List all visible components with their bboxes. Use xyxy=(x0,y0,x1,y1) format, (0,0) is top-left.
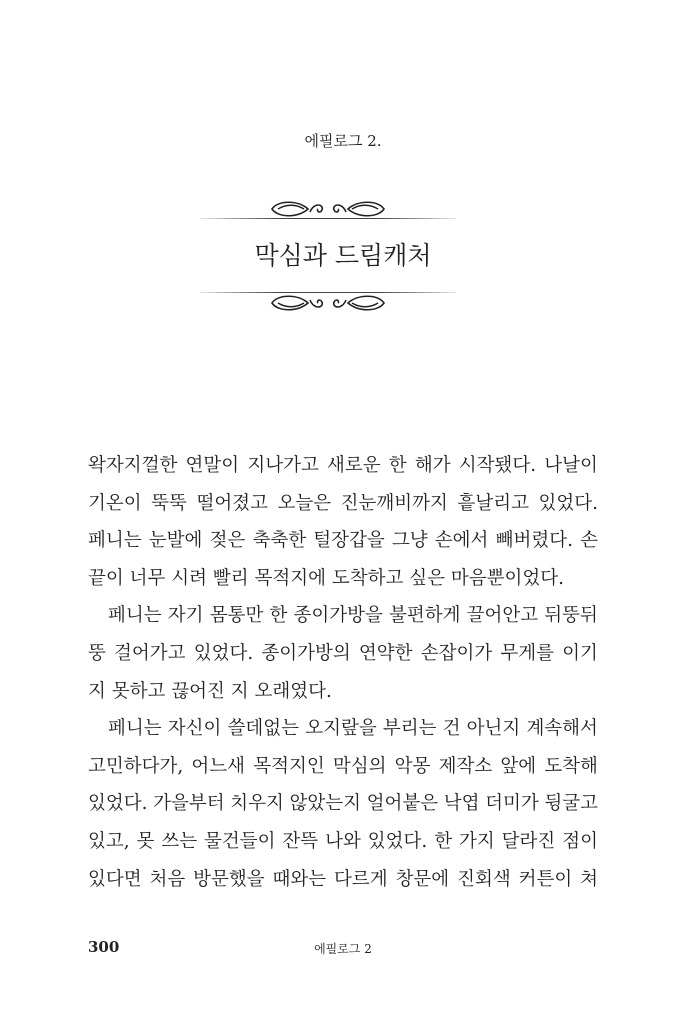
word: 축축한 xyxy=(252,530,307,552)
flourish-ornament-icon xyxy=(268,292,388,314)
text-line xyxy=(88,790,598,828)
word: 새로운 xyxy=(326,455,381,476)
word: 막심의 xyxy=(332,755,387,777)
word: 나와 xyxy=(325,830,361,852)
text-line: 지 못하고 끊어진 지 오래였다. xyxy=(88,680,332,702)
top-divider xyxy=(200,218,456,219)
text-line xyxy=(88,527,598,565)
word: 연말이 xyxy=(185,455,240,476)
text-line xyxy=(88,490,598,528)
word: 한 xyxy=(388,455,407,476)
word: 창문에 xyxy=(395,868,450,890)
word: 더미가 xyxy=(485,793,539,815)
word: 오늘은 xyxy=(277,492,332,514)
word: 페니는 xyxy=(88,530,142,552)
word: 때와는 xyxy=(272,868,327,890)
text-line xyxy=(88,828,598,866)
word: 종이가방의 xyxy=(261,642,351,664)
word: 기온이 xyxy=(88,492,142,514)
word: 진눈깨비까지 xyxy=(340,492,448,514)
word: 쳐 xyxy=(580,868,598,890)
text-line xyxy=(88,866,598,904)
word: 방문했을 xyxy=(193,868,265,890)
word: 제작소 xyxy=(438,755,493,777)
chapter-label: 에필로그 2. xyxy=(304,132,382,150)
word: 나날이 xyxy=(544,455,598,476)
word: 털장갑을 xyxy=(313,530,385,552)
word: 떨어졌고 xyxy=(196,492,268,514)
word: 쓸데없는 xyxy=(227,718,300,740)
word: 못 xyxy=(136,830,155,852)
word: 앞에 xyxy=(500,755,537,777)
word: 물건들이 xyxy=(204,830,276,852)
word: 눈발에 xyxy=(148,530,203,552)
word: 페니는 xyxy=(108,605,162,627)
word: 악몽 xyxy=(394,755,431,777)
word: 걸어가고 xyxy=(114,642,186,664)
word: 가지 xyxy=(458,830,495,852)
word: 이기 xyxy=(562,642,598,664)
word: 연약한 xyxy=(358,642,413,664)
word: 왁자지껄한 xyxy=(88,455,178,476)
word: 뚱 xyxy=(88,642,106,664)
flourish-ornament-icon xyxy=(268,198,388,220)
text-line xyxy=(88,602,598,640)
word: 건 xyxy=(442,718,461,740)
word: 도착해 xyxy=(544,755,598,777)
word: 쓰는 xyxy=(161,830,198,852)
word: 있었다. xyxy=(193,642,254,664)
text-line xyxy=(88,753,598,791)
text-line xyxy=(88,640,598,678)
word: 한 xyxy=(434,830,453,852)
word: 한 xyxy=(269,605,288,627)
running-head: 에필로그 2 xyxy=(314,942,372,956)
word: 있고, xyxy=(88,830,130,852)
word: 고민하다가, xyxy=(88,755,184,777)
word: 진회색 xyxy=(457,868,511,890)
word: 시작됐다. xyxy=(458,455,537,476)
word: 흩날리고 xyxy=(457,492,529,514)
word: 젖은 xyxy=(209,530,246,552)
word: 뒹굴고 xyxy=(544,793,598,815)
word: 커튼이 xyxy=(518,868,573,890)
word: 지나가고 xyxy=(247,455,319,476)
text-line xyxy=(88,715,598,753)
word: 종이가방을 xyxy=(293,605,383,627)
word: 있었다. xyxy=(88,793,148,815)
text-line xyxy=(88,452,598,490)
word: 해가 xyxy=(414,455,451,476)
word: 있었다. xyxy=(538,492,598,514)
word: 있다면 xyxy=(88,868,142,890)
word: 아닌지 xyxy=(466,718,521,740)
word: 처음 xyxy=(149,868,186,890)
word: 얼어붙은 xyxy=(366,793,439,815)
word: 치우지 xyxy=(230,793,284,815)
word: 잔뜩 xyxy=(282,830,319,852)
word: 끌어안고 xyxy=(466,605,539,627)
word: 손잡이가 xyxy=(420,642,493,664)
word: 자신이 xyxy=(167,718,222,740)
word: 목적지인 xyxy=(253,755,325,777)
page-title: 막심과 드림캐처 xyxy=(254,241,432,270)
word: 페니는 xyxy=(108,718,162,740)
text-line: 끝이 너무 시려 빨리 목적지에 도착하고 싶은 마음뿐이었다. xyxy=(88,567,564,589)
word: 빼버렸다. xyxy=(495,530,573,552)
word: 낙엽 xyxy=(443,793,480,815)
word: 계속해서 xyxy=(526,718,598,740)
word: 손에서 xyxy=(434,530,489,552)
word: 달라진 xyxy=(501,830,556,852)
body-text xyxy=(88,452,598,903)
word: 다르게 xyxy=(334,868,388,890)
word: 어느새 xyxy=(191,755,246,777)
word: 오지랖을 xyxy=(305,718,377,740)
word: 부리는 xyxy=(382,718,437,740)
word: 몸통만 xyxy=(209,605,264,627)
page-number: 300 xyxy=(88,938,120,956)
word: 뚝뚝 xyxy=(151,492,187,514)
word: 무게를 xyxy=(500,642,554,664)
word: 있었다. xyxy=(367,830,428,852)
word: 뒤뚱뒤 xyxy=(544,605,598,627)
word: 점이 xyxy=(562,830,598,852)
word: 가을부터 xyxy=(153,793,225,815)
word: 않았는지 xyxy=(289,793,361,815)
word: 그냥 xyxy=(391,530,428,552)
word: 손 xyxy=(580,530,598,552)
word: 불편하게 xyxy=(389,605,461,627)
word: 자기 xyxy=(167,605,204,627)
